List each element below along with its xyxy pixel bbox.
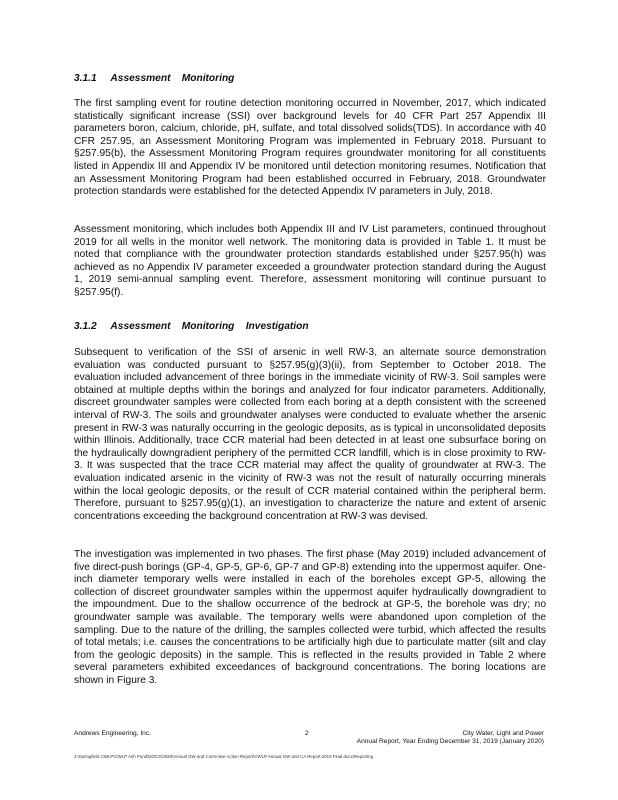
footer-client: City Water, Light and Power bbox=[462, 730, 544, 737]
footer-company: Andrews Engineering, Inc. bbox=[74, 730, 151, 737]
footer-page-number: 2 bbox=[305, 730, 309, 737]
section-heading-3-1-2: 3.1.2 Assessment Monitoring Investigation bbox=[74, 321, 309, 332]
paragraph-first-sampling: The first sampling event for routine detection monitoring occurred in November, 2017, which indicated statistically significant increase (SSI) over background levels for 40 CFR Part 257 Appendix III parameters boron, calcium, chloride, pH, sulfate, and total dissolved solids(TDS). In accordance with 40 CFR 257.95, an Assessment Monitoring Program was implemented in February 2018. Pursuant to §257.95(b), the Assessment Monitoring Program requires groundwater monitoring for all constituents listed in Appendix III and Appendix IV be monitored until detection monitoring resumes. Notification that an Assessment Monitoring Program had been established occurred in February, 2018. Groundwater protection standards were established for the detected Appendix IV parameters in July, 2018. bbox=[74, 98, 546, 198]
section-heading-3-1-1: 3.1.1 Assessment Monitoring bbox=[74, 73, 235, 84]
paragraph-assessment-monitoring: Assessment monitoring, which includes both Appendix III and IV List parameters, continued throughout 2019 for all wells in the monitor well network. The monitoring data is provided in Table 1. It must be noted that compliance with the groundwater protection standards established under §257.95(h) was achieved as no Appendix IV parameter exceeded a groundwater protection standard during the August 1, 2019 semi-annual sampling event. Therefore, assessment monitoring will continue pursuant to §257.95(f). bbox=[74, 224, 546, 298]
paragraph-alternate-source: Subsequent to verification of the SSI of arsenic in well RW-3, an alternate source demonstration evaluation was conducted pursuant to §257.95(g)(3)(ii), from September to October 2018. The evaluation included advancement of three borings in the immediate vicinity of RW-3. Soil samples were obtained at multiple depths within the borings and analyzed for four indicator parameters. Additionally, discreet groundwater samples were collected from each boring at a depth consistent with the screened interval of RW-3. The soils and groundwater analyses were conducted to evaluate whether the arsenic present in RW-3 was naturally occurring in the geologic deposits, as is typical in unconsolidated deposits within Illinois. Additionally, trace CCR material had been detected in at least one subsurface boring on the hydraulically downgradient periphery of the permitted CCR landfill, which is in close proximity to RW-3. It was suspected that the trace CCR material may affect the quality of groundwater at RW-3. The evaluation indicated arsenic in the vicinity of RW-3 was not the result of naturally occurring minerals within the local geologic deposits, or the result of CCR material contained within the peripheral berm. Therefore, pursuant to §257.95(g)(1), an investigation to characterize the nature and extent of arsenic concentrations exceeding the background concentration at RW-3 was devised. bbox=[74, 347, 546, 522]
paragraph-investigation-phases: The investigation was implemented in two phases. The first phase (May 2019) included advancement of five direct-push borings (GP-4, GP-5, GP-6, GP-7 and GP-8) extending into the uppermost aquifer. One-inch diameter temporary wells were installed in each of the boreholes except GP-5, allowing the collection of discreet groundwater samples within the uppermost aquifer hydraulically downgradient to the impoundment. Due to the shallow occurrence of the bedrock at GP-5, the borehole was dry; no groundwater sample was available. The temporary wells were abandoned upon completion of the sampling. Due to the nature of the drilling, the samples collected were turbid, which affected the results of total metals; i.e. causes the concentrations to be artificially high due to particulate matter (silt and clay from the geologic deposits) in the sample. This is reflected in the results provided in Table 2 where several parameters exhibited exceedances of background concentrations. The boring locations are shown in Figure 3. bbox=[74, 549, 546, 686]
footer-file-path: J:\Springfield CWLP\CWLP Ash Pond\DOCS\2020\Annual GW and Corrective Action Report\CWLP Annual GW and CA Report-2019 Final.docx\Reporting bbox=[74, 754, 374, 759]
footer-report-info bbox=[357, 730, 544, 747]
footer-report: Annual Report, Year Ending December 31, 2019 (January 2020) bbox=[356, 738, 544, 746]
